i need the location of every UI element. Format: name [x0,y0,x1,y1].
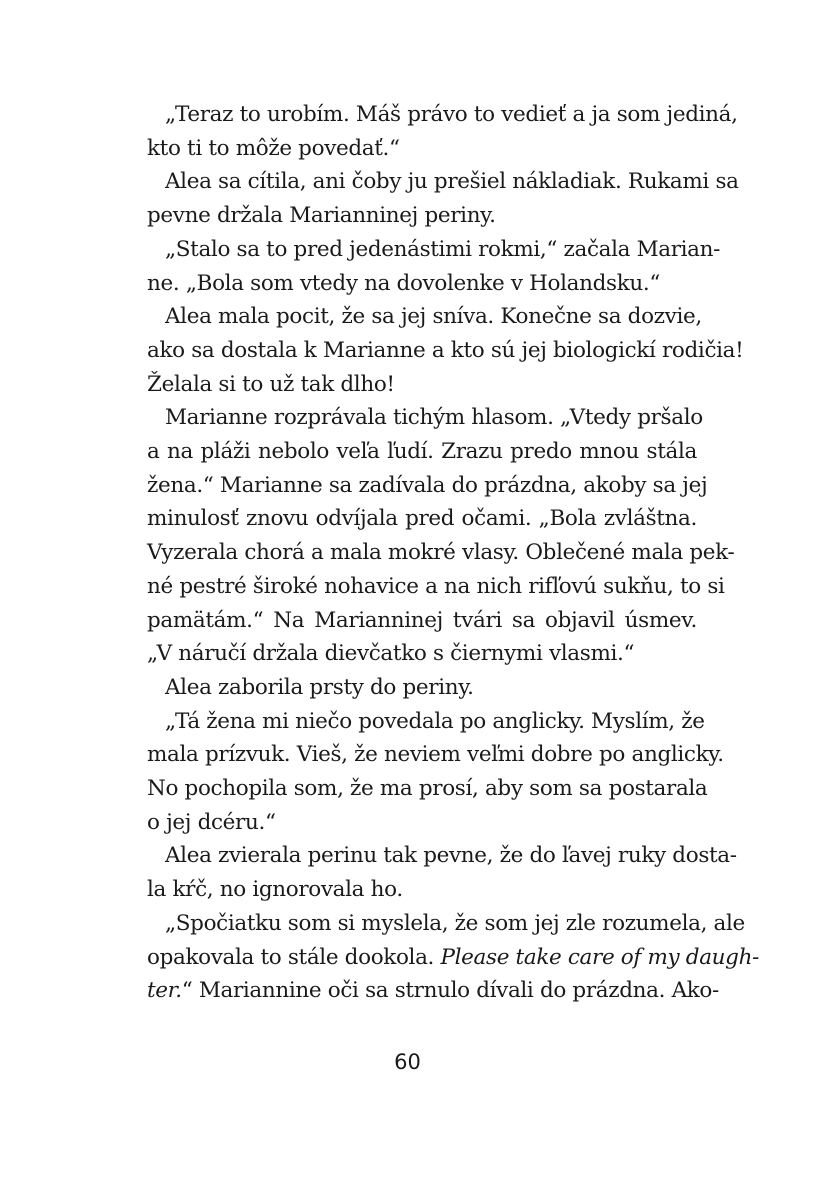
italic-text-run: Please take care of my daugh- [440,944,760,970]
text-line: Alea sa cítila, ani čoby ju prešiel nákladiak. Rukami sa [165,169,739,195]
paragraph [129,705,724,840]
page-number: 60 [394,1050,421,1074]
text-line: a na pláži nebolo veľa ľudí. Zrazu predo mnou stála [147,439,697,465]
text-line: mala prízvuk. Vieš, že neviem veľmi dobre po anglicky. [147,742,724,768]
text-line: pevne držala Marianninej periny. [147,203,496,229]
text-line [129,974,719,1008]
text-line: žena.“ Marianne sa zadívala do prázdna, akoby sa jej [147,472,708,498]
paragraph [129,233,721,300]
text-line: ako sa dostala k Marianne a kto sú jej biologickí rodičia! [147,337,744,363]
text-line: „V náručí držala dievčatko s čiernymi vlasmi.“ [147,641,635,667]
text-run: “ Mariannine oči sa strnulo dívali do prázdna. Ako- [181,978,719,1004]
paragraph [129,300,744,401]
text-line: „Teraz to urobím. Máš právo to vedieť a ja som jediná, [165,102,738,127]
text-line: „Tá žena mi niečo povedala po anglicky. Myslím, že [165,708,705,734]
text-line: la kŕč, no ignorovala ho. [147,877,403,903]
paragraph [129,165,739,232]
text-line: „Spočiatku som si myslela, že som jej zle rozumela, ale [165,910,745,936]
text-line: o jej dcéru.“ [147,809,276,835]
paragraph [129,907,760,1008]
text-line: Alea zvierala perinu tak pevne, že do ľavej ruky dosta- [165,843,737,869]
text-line: pamätám.“ Na Marianninej tvári sa objavil úsmev. [147,607,697,633]
paragraph [129,98,738,165]
paragraph [129,839,737,906]
paragraph [129,671,697,705]
text-line: Želala si to už tak dlho! [147,371,395,397]
text-line: Alea mala pocit, že sa jej sníva. Konečne sa dozvie, [165,304,702,330]
text-line: Alea zaborila prsty do periny. [165,674,474,700]
text-line: ne. „Bola som vtedy na dovolenke v Holandsku.“ [147,270,661,296]
text-line: né pestré široké nohavice a na nich rifľovú sukňu, to si [147,573,725,599]
italic-text-run: ter. [147,978,182,1004]
text-line: kto ti to môže povedať.“ [147,135,400,161]
text-line: Marianne rozprávala tichým hlasom. „Vtedy pršalo [165,405,703,431]
text-line: Vyzerala chorá a mala mokré vlasy. Oblečené mala pek- [147,540,735,566]
text-line: „Stalo sa to pred jedenástimi rokmi,“ začala Marian- [165,236,721,262]
text-run: opakovala to stále dookola. [147,944,441,970]
text-line [129,941,760,975]
text-line: No pochopila som, že ma prosí, aby som sa postarala [147,776,708,802]
body-text [129,98,760,1008]
text-line: minulosť znovu odvíjala pred očami. „Bola zvláštna. [147,506,697,532]
paragraph [129,401,735,671]
